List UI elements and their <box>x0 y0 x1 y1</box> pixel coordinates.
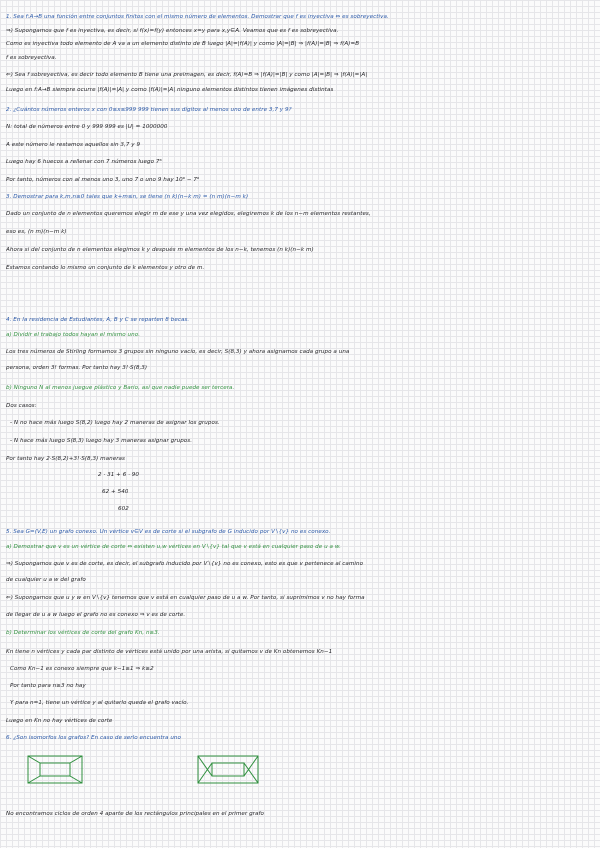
graph-sketch-2 <box>196 753 262 787</box>
note-line: - N no hace más luego S(8,2) luego hay 2 maneras de asignar los grupos. <box>10 420 220 426</box>
note-line: Por tanto para n≥3 no hay <box>10 683 86 689</box>
note-line: Luego en f:A→B siempre ocurre |f(A)|=|A| y como |f(A)|=|A| ninguno elementos distintos tienen imágenes distintas <box>6 87 334 93</box>
note-line: No encontramos ciclos de orden 4 aparte de los rectángulos principales en el primer grafo <box>6 811 265 817</box>
note-line: Dado un conjunto de n elementos queremos elegir m de ese y una vez elegidos, elegiremos k de los n−m elementos restantes, <box>6 211 371 217</box>
note-line: Como es inyectiva todo elemento de A va a un elemento distinto de B luego |A|=|f(A)| y como |A|=|B| ⇒ |f(A)|=|B| ⇒ f(A)=B <box>6 41 360 47</box>
note-line: Estamos contando lo mismo un conjunto de k elementos y otro de m. <box>6 265 205 271</box>
note-line: f es sobreyectiva. <box>6 55 57 61</box>
note-line: A este número le restamos aquellos sin 3,7 y 9 <box>6 142 141 148</box>
note-line: Como Kn−1 es conexo siempre que k−1≥1 ⇒ k≥2 <box>10 666 154 672</box>
question-5: 5. Sea G=(V,E) un grafo conexo. Un vértice v∈V es de corte si el subgrafo de G inducido por V∖{v} no es conexo. <box>6 529 331 535</box>
note-line: persona, orden 3! formas. Por tanto hay 3!·S(8,3) <box>6 365 148 371</box>
question-2: 2. ¿Cuántos números enteros x con 0≤x≤999 999 tienen sus dígitos al menos uno de entre 3,7 y 9? <box>6 107 292 113</box>
question-3: 3. Demostrar para k,m,n≥0 tales que k+m≤n, se tiene (n k)(n−k m) = (n m)(n−m k) <box>6 194 249 200</box>
calc-line: 62 + 540 <box>102 489 129 495</box>
note-line: ⇒) Supongamos que f es inyectiva, es decir, si f(x)=f(y) entonces x=y para x,y∈A. Veamos que es f es sobreyectiva. <box>6 28 339 34</box>
note-line: Dos casos: <box>6 403 37 409</box>
calc-result: 602 <box>118 506 129 512</box>
subquestion-5b: b) Determinar los vértices de corte del grafo Kn, n≥3. <box>6 630 160 636</box>
note-line: de cualquier u a w del grafo <box>6 577 86 583</box>
note-line: Kn tiene n vértices y cada par distinto de vértices está unido por una arista, si quitamos v de Kn obtenemos Kn−1 <box>6 649 333 655</box>
note-line: Por tanto hay 2·S(8,2)+3!·S(8,3) maneras <box>6 456 126 462</box>
question-1: 1. Sea f:A→B una función entre conjuntos finitos con el mismo número de elementos. Demostrar que f es inyectiva ⇔ es sobreyectiva. <box>6 14 389 20</box>
note-line: ⇐) Sea f sobreyectiva, es decir todo elemento B tiene una preimagen, es decir, f(A)=B ⇒ |f(A)|=|B| y como |A|=|B| ⇒ |f(A)|=|A| <box>6 72 368 78</box>
calc-line: 2 · 31 + 6 · 90 <box>98 472 140 478</box>
subquestion-4a: a) Dividir el trabajo todos hayan el mismo uno. <box>6 332 141 338</box>
note-line: - N hace más luego S(8,3) luego hay 3 maneras asignar grupos. <box>10 438 193 444</box>
note-line: Ahora si del conjunto de n elementos elegimos k y después m elementos de los n−k, tenemos (n k)(n−k m) <box>6 247 314 253</box>
note-line: de llegar de u a w luego el grafo no es conexo ⇒ v es de corte. <box>6 612 186 618</box>
subquestion-5a: a) Demostrar que v es un vértice de corte ⇔ existen u,w vértices en V∖{v} tal que v está en cualquier paso de u a w. <box>6 544 341 550</box>
question-6: 6. ¿Son isomorfos los grafos? En caso de serlo encuentra uno <box>6 735 181 741</box>
note-line: ⇐) Supongamos que u y w en V∖{v} tenemos que v está en cualquier paso de u a w. Por tanto, si suprimimos v no hay forma <box>6 595 365 601</box>
note-line: ⇒) Supongamos que v es de corte, es decir, el subgrafo inducido por V∖{v} no es conexo, esto es que v pertenece al camino <box>6 561 364 567</box>
note-line: Por tanto, números con al menos uno 3, uno 7 o uno 9 hay 10⁶ − 7⁶ <box>6 177 200 183</box>
note-line: Los tres números de Stirling formamos 3 grupos sin ninguno vacío, es decir, S(8,3) y ahora asignamos cada grupo a una <box>6 349 350 355</box>
note-line: eso es, (n m)(n−m k) <box>6 229 67 235</box>
note-line: Luego en Kn no hay vértices de corte <box>6 718 113 724</box>
question-4: 4. En la residencia de Estudiantes, A, B y C se reparten 8 becas. <box>6 317 190 323</box>
note-line: N: total de números entre 0 y 999 999 es |U| = 1000000 <box>6 124 168 130</box>
note-line: Y para n=1, tiene un vértice y al quitarlo queda el grafo vacío. <box>10 700 189 706</box>
subquestion-4b: b) Ninguno N al menos juegue plástico y Bario, así que nadie puede ser tercera. <box>6 385 235 391</box>
graph-sketch-1 <box>26 753 86 787</box>
note-line: Luego hay 6 huecos a rellenar con 7 números luego 7⁶ <box>6 159 162 165</box>
